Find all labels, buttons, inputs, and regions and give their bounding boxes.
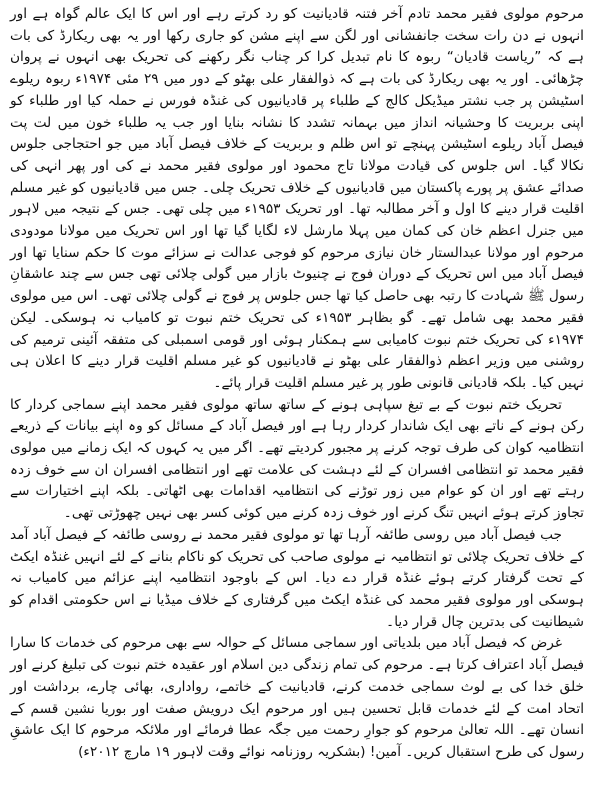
article-body — [10, 4, 584, 764]
article-paragraph-2: تحریک ختم نبوت کے بے تیغ سپاہی ہونے کے ساتھ ساتھ مولوی فقیر محمد اپنے سماجی کردار کا رکن ہونے کے ناتے بھی ایک شاندار کردار رہا ہے اور فیصل آباد کے مسائل کو وہ اپنے بیانات کے ذریعے انتظامیہ کوان کی طرف توجہ کرنے پر مجبور کردیتے تھے۔ اگر میں یہ کہوں کہ ایک زمانے میں مولوی فقیر محمد تو انتظامی افسران کے لئے دہشت کی علامت تھے اور انتظامی افسران ان سے خوف زدہ رہتے تھے اور ان کو عوام میں زور توڑنے کی انتظامیہ اقدامات بھی اٹھاتی۔ بلکہ اپنے اختیارات سے تجاوز کرتے ہوئے انہیں تنگ کرنے اور خوف زدہ کرنے میں کوئی کسر بھی نہیں چھوڑتی تھی۔ — [10, 396, 584, 522]
article-paragraph-3: جب فیصل آباد میں روسی طائفہ آرہا تھا تو مولوی فقیر محمد نے روسی طائفہ کے فیصل آباد آمد کے خلاف تحریک چلائی تو انتظامیہ نے مولوی صاحب کی تحریک کو ناکام بنانے کے لئے انہیں غنڈہ ایکٹ کے تحت گرفتار کرتے ہوئے غنڈہ قرار دے دیا۔ اس کے باوجود انتظامیہ اپنے عزائم میں کامیاب نہ ہوسکی اور مولوی فقیر محمد کی غنڈہ ایکٹ میں گرفتاری کے خلاف میڈیا نے اس حکومتی اقدام کو شیطانیت کی بدترین چال قرار دیا۔ — [10, 526, 584, 630]
article-paragraph-4-text: غرض کہ فیصل آباد میں بلدیاتی اور سماجی مسائل کے حوالہ سے بھی مرحوم کی خدمات کا سارا فیصل آباد اعتراف کرتا ہے۔ مرحوم کی تمام زندگی دین اسلام اور عقیدہ ختم نبوت کی تبلیغ کرنے اور خلق خدا کی بے لوث سماجی خدمت کرنے، قادیانیت کے خاتمے، رواداری، بھائی چارے، برداشت اور اتحاد امت کے لئے خدمات قابل تحسین ہیں اور مرحوم ایک درویش صفت اور بوریا نشین قسم کے انسان تھے۔ اللہ تعالیٰ مرحوم کو جوارِ رحمت میں جگہ عطا فرمائے اور ملائکہ مرحوم کا ایک عاشقِ رسول کی طرح استقبال کریں۔ آمین! — [10, 635, 584, 760]
article-paragraph-1: مرحوم مولوی فقیر محمد تادم آخر فتنہ قادیانیت کو رد کرتے رہے اور اس کا ایک عالم گواہ ہے اور انہوں نے دن رات سخت جانفشانی اور لگن سے اپنے مشن کو جاری رکھا اور یہ بھی ریکارڈ کی بات ہے کہ ”ریاست قادیان“ ربوہ کا نام تبدیل کرا کر چناب نگر رکھنے کی تحریک بھی انہوں نے پروان چڑھائی۔ اور یہ بھی ریکارڈ کی بات ہے کہ ذوالفقار علی بھٹو کے دور میں ۲۹ مئی ۱۹۷۴ء ربوہ ریلوے اسٹیشن پر جب نشتر میڈیکل کالج کے طلباء پر قادیانیوں کی غنڈہ فورس نے حملہ کیا اور طلباء کو اپنی بربریت کا وحشیانہ انداز میں بہمانہ تشدد کا نشانہ بنایا اور جب یہ طلباء خون میں لت پت فیصل آباد ریلوے اسٹیشن پہنچے تو اس ظلم و بربریت کے خلاف فیصل آباد میں جو احتجاجی جلوس نکالا گیا۔ اس جلوس کی قیادت مولانا تاج محمود اور مولوی فقیر محمد نے کی اور پھر انہی کی صدائے عشق پر پورے پاکستان میں قادیانیوں کے خلاف تحریک چلی۔ جس میں قادیانیوں کو غیر مسلم اقلیت قرار دینے کا اول و آخر مطالبہ تھا۔ اور تحریک ۱۹۵۳ء میں چلی تھی۔ جس کے نتیجہ میں لاہور میں جنرل اعظم خان کی کمان میں پہلا مارشل لاء لگایا گیا تھا اور اس تحریک میں مولانا مودودی مرحوم اور مولانا عبدالستار خان نیازی مرحوم کو فوجی عدالت نے سزائے موت کا حکم سنایا تھا اور فیصل آباد میں اس تحریک کے دوران فوج نے چنیوٹ بازار میں گولی چلائی تھی جس سے چند عاشقانِ رسول ﷺ شہادت کا رتبہ بھی حاصل کیا تھا جس جلوس پر فوج نے گولی چلائی تھی۔ اس میں مولوی فقیر محمد بھی شامل تھے۔ گو بظاہر ۱۹۵۳ء کی تحریک ختم نبوت تو کامیاب نہ ہوسکی۔ لیکن ۱۹۷۴ء کی تحریک ختم نبوت کامیابی سے ہمکنار ہوئی اور قومی اسمبلی کی متفقہ آئینی ترمیم کی روشنی میں وزیر اعظم ذوالفقار علی بھٹو نے قادیانیوں کو غیر مسلم اقلیت قرار دینے کا اعلان ہی نہیں کیا۔ بلکہ قادیانی قانونی طور پر غیر مسلم اقلیت قرار پائے۔ — [10, 6, 584, 391]
article-paragraph-4 — [10, 633, 584, 763]
source-credit: (بشکریہ روزنامہ نوائے وقت لاہور ۱۹ مارچ ۲۰۱۲ء) — [78, 743, 366, 760]
